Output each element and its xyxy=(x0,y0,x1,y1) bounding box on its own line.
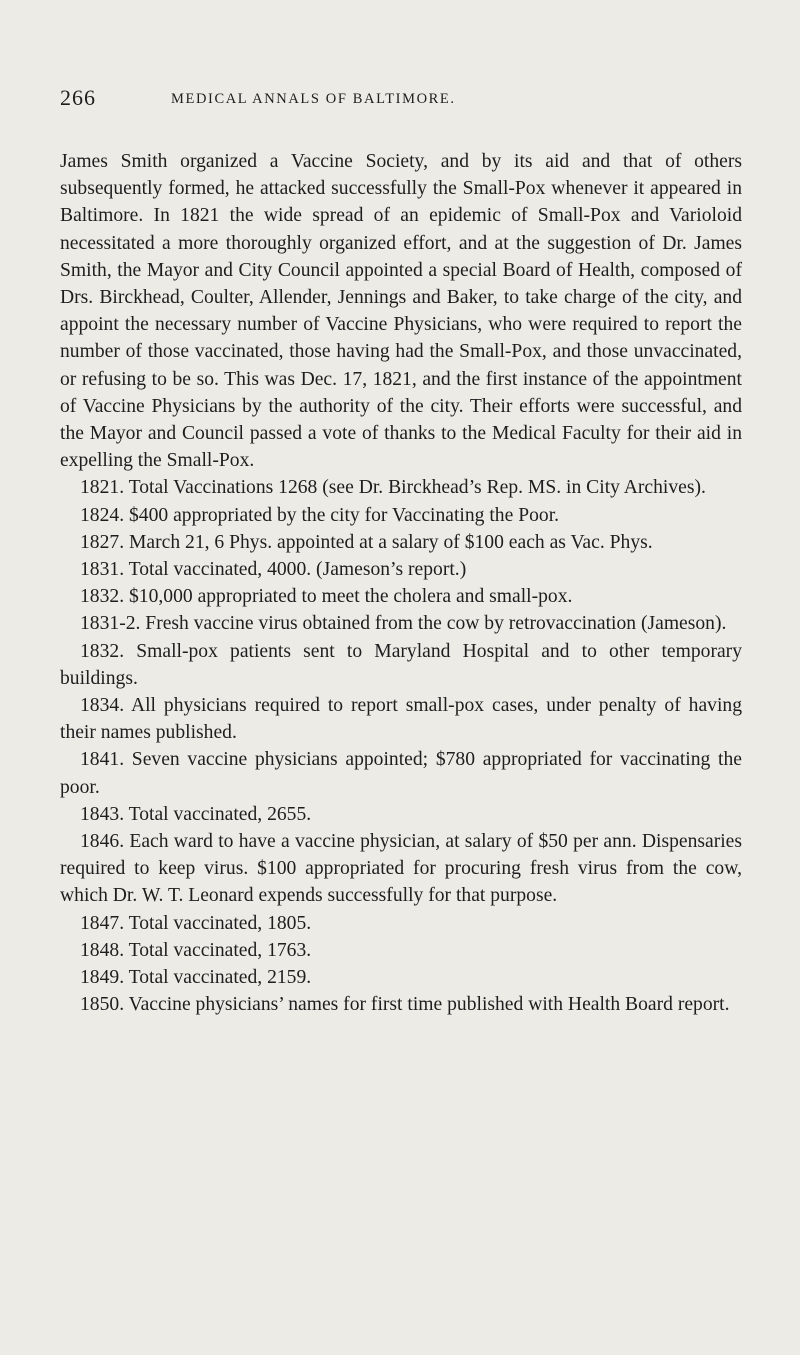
running-header xyxy=(60,85,740,115)
chronology-entry-1846: 1846. Each ward to have a vaccine physician, at salary of $50 per ann. Dispensaries required to keep virus. $100 appropriated for procuring fresh virus from the cow, which Dr. W. T. Leonard expends successfully for that purpose. xyxy=(60,831,742,907)
chronology-entry-1831-2: 1831-2. Fresh vaccine virus obtained from the cow by retrovaccination (Jameson). xyxy=(80,613,727,635)
chronology-entry-1848: 1848. Total vaccinated, 1763. xyxy=(80,939,312,961)
chronology-entry-1850: 1850. Vaccine physicians’ names for first time published with Health Board report. xyxy=(80,994,730,1016)
chronology-entry-1841: 1841. Seven vaccine physicians appointed; $780 appropriated for vaccinating the poor. xyxy=(60,749,742,798)
chronology-entry-1832-cholera: 1832. $10,000 appropriated to meet the cholera and small-pox. xyxy=(80,586,573,608)
page-number: 266 xyxy=(60,85,96,110)
chronology-entry-1849: 1849. Total vaccinated, 2159. xyxy=(80,967,312,989)
chronology-entry-1824: 1824. $400 appropriated by the city for Vaccinating the Poor. xyxy=(80,504,560,526)
chronology-entry-1843: 1843. Total vaccinated, 2655. xyxy=(80,803,312,825)
body-text xyxy=(60,148,742,1019)
chronology-entry-1834: 1834. All physicians required to report small-pox cases, under penalty of having their names published. xyxy=(60,695,742,744)
chronology-entry-1821: 1821. Total Vaccinations 1268 (see Dr. Birckhead’s Rep. MS. in City Archives). xyxy=(80,477,706,499)
chronology-entry-1831: 1831. Total vaccinated, 4000. (Jameson’s report.) xyxy=(80,559,467,581)
chronology-entry-1832-hospital: 1832. Small-pox patients sent to Maryland Hospital and to other temporary buildings. xyxy=(60,640,742,689)
chronology-entry-1847: 1847. Total vaccinated, 1805. xyxy=(80,912,312,934)
lead-paragraph: James Smith organized a Vaccine Society, and by its aid and that of others subsequently formed, he attacked successfully the Small-Pox whenever it appeared in Baltimore. In 1821 the wide spread of an epidemic of Small-Pox and Varioloid necessitated a more thoroughly organized effort, and at the suggestion of Dr. James Smith, the Mayor and City Council appointed a special Board of Health, composed of Drs. Birckhead, Coulter, Allender, Jennings and Baker, to take charge of the city, and appoint the necessary number of Vaccine Physicians, who were required to report the number of those vaccinated, those having had the Small-Pox, and those unvaccinated, or refusing to be so. This was Dec. 17, 1821, and the first instance of the appointment of Vaccine Physicians by the authority of the city. Their efforts were successful, and the Mayor and Council passed a vote of thanks to the Medical Faculty for their aid in expelling the Small-Pox. xyxy=(60,151,742,472)
chronology-entry-1827: 1827. March 21, 6 Phys. appointed at a salary of $100 each as Vac. Phys. xyxy=(80,531,653,553)
running-title: MEDICAL ANNALS OF BALTIMORE. xyxy=(171,91,456,107)
